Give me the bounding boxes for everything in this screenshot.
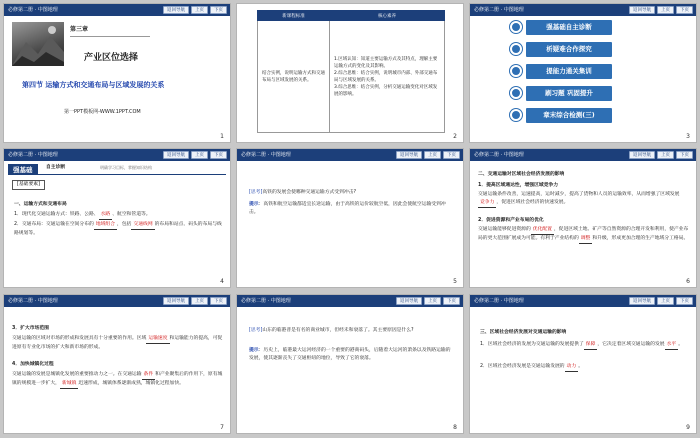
slide-thumbnail-2[interactable] <box>236 3 464 143</box>
slide-nav-buttons <box>629 151 693 159</box>
paragraph <box>12 335 224 352</box>
paragraph <box>480 341 690 350</box>
next-page-button[interactable]: 下页 <box>210 6 227 14</box>
section-title: 第四节 运输方式和交通布局与区域发展的关系 <box>22 81 165 89</box>
template-footer: 第一PPT模板网-WWW.1PPT.COM <box>64 109 141 115</box>
prev-page-button[interactable]: 上页 <box>191 6 208 14</box>
slide-nav-buttons <box>163 151 227 159</box>
question <box>249 327 455 335</box>
heading: 二、交通运输对区域社会经济发展的影响 <box>478 172 565 177</box>
literacy-cell <box>330 21 445 133</box>
slide-number: 6 <box>686 278 690 285</box>
return-nav-button[interactable]: 返回导航 <box>163 151 189 159</box>
slide-thumbnail-8[interactable] <box>236 294 464 434</box>
section-tag-note: 明确学习目标，掌握知识结构 <box>100 165 152 170</box>
text-span: 和产业聚集后的作用下，原有城镇的规模进一步扩大， <box>12 372 223 386</box>
question-text: 山东的临港普是有名的商业城市，但经未和衰落了。其主要原因是什么? <box>262 328 414 333</box>
text-span: 。 <box>678 342 683 347</box>
prev-page-button[interactable]: 上页 <box>657 297 674 305</box>
slide-thumbnail-6[interactable] <box>469 148 697 288</box>
standard-cell: 结合实例，说明运输方式和交通布局与区域发展的关系。 <box>258 21 330 133</box>
literacy-item: 3.综合思维：结合实例，分析交通运输变化对区域发展的影响。 <box>334 84 438 97</box>
section-tag-sub: 自主诊断 <box>46 165 66 170</box>
text-span: 迅速形成，城镇体系逐渐成熟，城镇化过程加快。 <box>78 381 184 386</box>
prev-page-button[interactable]: 上页 <box>191 151 208 159</box>
return-nav-button[interactable]: 返回导航 <box>396 151 422 159</box>
prev-page-button[interactable]: 上页 <box>424 297 441 305</box>
course-label: 必修第二册 · 中图地理 <box>474 152 524 158</box>
answer-blank: 水平 <box>665 341 679 350</box>
table-header-literacy: 核心素养 <box>330 11 445 21</box>
text-span: ，它决定着区域交通运输的发展 <box>597 342 665 347</box>
slide-number: 8 <box>453 424 457 431</box>
slide-nav-buttons <box>163 6 227 14</box>
menu-bullet-icon <box>510 43 522 55</box>
answer-label: 提示 <box>249 348 259 353</box>
landscape-icon <box>12 22 64 66</box>
return-nav-button[interactable]: 返回导航 <box>163 6 189 14</box>
course-label: 必修第二册 · 中图地理 <box>474 298 524 304</box>
literacy-item: 2.综合思维：结合实例，说明城市内部、外部交通布局与区域发展的关系。 <box>334 70 438 83</box>
chapter-underline <box>70 36 150 37</box>
subheading: 3．扩大市场范围 <box>12 326 49 331</box>
paragraph <box>14 221 226 238</box>
answer-blank: 优化配置 <box>531 226 554 235</box>
menu-item-exercises[interactable]: 刷习题 巩固提升 <box>526 86 612 101</box>
answer-blank: 水路 <box>99 211 113 220</box>
slide-thumbnail-9[interactable] <box>469 294 697 434</box>
course-label: 必修第二册 · 中图地理 <box>8 152 58 158</box>
answer-blank: 新城镇 <box>60 380 78 389</box>
slide-nav-buttons <box>396 151 460 159</box>
answer-blank: 交通线网 <box>131 221 154 230</box>
menu-item-chapter-test[interactable]: 章末综合检测(三) <box>526 108 612 123</box>
text-span: ，促进区域土地、矿产等自然资源的合理开发和利用，使产业布局的更大范围扩展成为可能。有利于产业结构的 <box>478 227 689 241</box>
menu-item-basics[interactable]: 强基础自主诊断 <box>526 20 612 35</box>
divider <box>8 174 226 175</box>
answer-blank: 调整 <box>579 235 593 244</box>
menu-bullet-icon <box>510 65 522 77</box>
prev-page-button[interactable]: 上页 <box>657 6 674 14</box>
course-label: 必修第二册 · 中图地理 <box>241 152 291 158</box>
next-page-button[interactable]: 下页 <box>210 297 227 305</box>
paragraph <box>478 191 690 208</box>
standards-table <box>257 10 445 133</box>
slide-number: 3 <box>686 133 690 140</box>
return-nav-button[interactable]: 返回导航 <box>629 151 655 159</box>
answer-blank: 条件 <box>142 371 156 380</box>
slide-thumbnail-7[interactable] <box>3 294 231 434</box>
menu-item-practice[interactable]: 提能力通关集训 <box>526 64 612 79</box>
cover-photo <box>12 22 64 66</box>
answer-blank: 地域组合 <box>94 221 117 230</box>
slide-number: 7 <box>220 424 224 431</box>
text-span: 1．现代化交通运输方式：铁路、公路、 <box>14 212 99 217</box>
slide-thumbnail-4[interactable] <box>3 148 231 288</box>
subheading: 4．加快城镇化过程 <box>12 362 54 367</box>
heading: 一、运输方式和交通布局 <box>14 202 67 207</box>
text-span: 交通运输条件改善，运速提高，运时减少，提高了货物和人员的运输效率，从而增强了区域发展 <box>478 192 680 197</box>
paragraph <box>478 226 690 244</box>
text-span: 1．区域社会经济的发展为交通运输的发展提供了 <box>480 342 584 347</box>
heading: 三、区域社会经济发展对交通运输的影响 <box>480 330 567 335</box>
question <box>249 189 455 197</box>
slide-nav-buttons <box>629 297 693 305</box>
answer-label: 提示 <box>249 202 259 207</box>
slide-number: 9 <box>686 424 690 431</box>
text-span: 交通运输的区域对市场的形成和发展具有十分重要的作用。区域 <box>12 336 147 341</box>
answer-blank: 运输速度 <box>146 335 169 344</box>
return-nav-button[interactable]: 返回导航 <box>629 6 655 14</box>
answer <box>249 347 455 363</box>
text-span: ，促进区域社会经济的快速发展。 <box>496 200 569 205</box>
next-page-button[interactable]: 下页 <box>443 151 460 159</box>
question-label: [思考] <box>249 328 263 333</box>
chapter-label: 第三章 <box>70 26 89 33</box>
answer-blank: 竞争力 <box>478 199 496 208</box>
text-span: 和运输能力的提高，可促进原有专业化市场的扩大和新市场的形成。 <box>12 336 223 350</box>
slide-number: 1 <box>220 133 224 140</box>
menu-bullet-icon <box>510 21 522 33</box>
answer <box>249 201 455 217</box>
slide-thumbnail-3[interactable] <box>469 3 697 143</box>
course-label: 必修第二册 · 中图地理 <box>8 298 58 304</box>
return-nav-button[interactable]: 返回导航 <box>629 297 655 305</box>
next-page-button[interactable]: 下页 <box>676 297 693 305</box>
question-text: 高铁的发展会使哪种交通运输方式受到冲击? <box>262 190 357 195</box>
menu-bullet-icon <box>510 109 522 121</box>
subheading: 1．提高区域通达性，增强区域竞争力 <box>478 183 559 188</box>
paragraph <box>14 211 226 220</box>
slide-thumbnail-1[interactable] <box>3 3 231 143</box>
table-header-standard: 新课程标准 <box>258 11 330 21</box>
subheading: 2．促进资源和产业布局的优化 <box>478 218 544 223</box>
next-page-button[interactable]: 下页 <box>443 297 460 305</box>
text-span: ，包括 <box>117 222 132 227</box>
return-nav-button[interactable]: 返回导航 <box>396 297 422 305</box>
literacy-item: 1.区域认知：知道主要运输方式及其特点，理解主要运输方式的变化及其影响。 <box>334 56 438 69</box>
text-span: 。 <box>578 364 584 369</box>
course-label: 必修第二册 · 中图地理 <box>474 7 524 13</box>
answer-blank: 动力 <box>565 363 579 372</box>
answer-text: ：高铁和航空运输都适宜长途运输，由于高铁的运价较航空低，因此会使航空运输受到冲击。 <box>249 202 446 215</box>
prev-page-button[interactable]: 上页 <box>657 151 674 159</box>
course-label: 必修第二册 · 中图地理 <box>241 298 291 304</box>
prev-page-button[interactable]: 上页 <box>191 297 208 305</box>
slide-number: 5 <box>453 278 457 285</box>
chapter-title: 产业区位选择 <box>84 53 139 63</box>
slide-nav-buttons <box>163 297 227 305</box>
prev-page-button[interactable]: 上页 <box>424 151 441 159</box>
slide-thumbnail-5[interactable] <box>236 148 464 288</box>
slide-nav-buttons <box>396 297 460 305</box>
next-page-button[interactable]: 下页 <box>676 151 693 159</box>
menu-item-analysis[interactable]: 析疑难合作探究 <box>526 42 612 57</box>
next-page-button[interactable]: 下页 <box>676 6 693 14</box>
text-span: 和升级，形成更加合理的生产地域分工格局。 <box>592 236 689 241</box>
slide-number: 2 <box>453 133 457 140</box>
next-page-button[interactable]: 下页 <box>210 151 227 159</box>
return-nav-button[interactable]: 返回导航 <box>163 297 189 305</box>
slide-number: 4 <box>220 278 224 285</box>
text-span: 的布局和站点、码头的布局与线路规划等。 <box>14 222 222 236</box>
text-span: 2．交通布局：交通运输在空间分布的 <box>14 222 94 227</box>
paragraph <box>12 371 224 389</box>
answer-text: ：历史上，临港最大运河经济的一个重要的港商码头，后随着大运河的萧条以及铁路运输的发展，使其逐渐丧失了交通枢纽的地位，导致了它的衰落。 <box>249 348 451 361</box>
section-heading: [基础要素] <box>12 180 45 190</box>
answer-blank: 保障 <box>584 341 598 350</box>
text-span: 交通运输的发展是城镇化发展的重要推动力之一。在交通运输 <box>12 372 142 377</box>
section-tag: 强基础 <box>8 164 38 175</box>
menu-bullet-icon <box>510 87 522 99</box>
paragraph <box>480 363 690 372</box>
course-label: 必修第二册 · 中图地理 <box>8 7 58 13</box>
text-span: 2．区域社会经济发展是交通运输发展的 <box>480 364 565 369</box>
text-span: 交通运输能够促进资源的 <box>478 227 531 232</box>
slide-nav-buttons <box>629 6 693 14</box>
question-label: [思考] <box>249 190 263 195</box>
text-span: 、航空和管道等。 <box>112 212 151 217</box>
